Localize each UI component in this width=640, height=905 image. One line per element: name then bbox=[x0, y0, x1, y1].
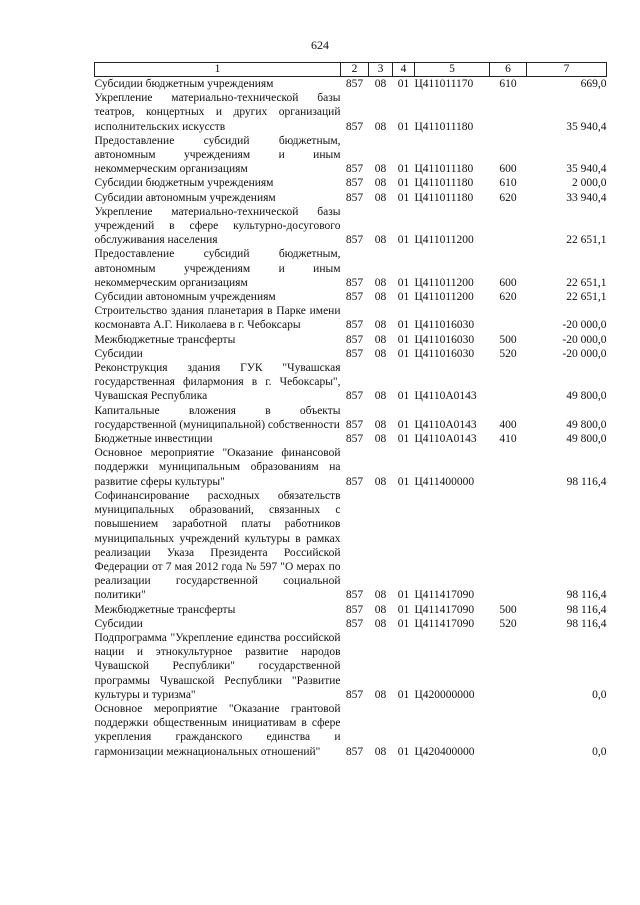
table-row bbox=[95, 361, 607, 404]
row-name: Субсидии автономным учреждениям bbox=[94, 191, 276, 204]
row-name: Субсидии bbox=[94, 347, 143, 360]
row-amount: 49 800,0 bbox=[566, 418, 607, 431]
row-ministry-code: 857 bbox=[345, 475, 364, 488]
table-row bbox=[95, 347, 607, 361]
row-name: Предоставление субсидий бюджетным, автономным учреждениям и иным некоммерческим организациям bbox=[94, 248, 341, 289]
row-subsection-code: 01 bbox=[397, 433, 410, 446]
row-name: Подпрограмма "Укрепление единства российской нации и этнокультурное развитие народов Чувашской Республики" государственной программы Чувашской Республики "Развитие культуры и туризма" bbox=[94, 631, 341, 701]
row-amount: 35 940,4 bbox=[566, 120, 607, 133]
row-name: Субсидии bbox=[94, 617, 143, 630]
row-expense-type bbox=[490, 304, 527, 332]
table-body bbox=[95, 77, 607, 759]
row-amount: 2 000,0 bbox=[572, 177, 607, 190]
row-name: Укрепление материально-технической базы учреждений в сфере культурно-досугового обслуживания населения bbox=[94, 205, 341, 247]
row-amount: 49 800,0 bbox=[566, 433, 607, 446]
row-amount: 22 651,1 bbox=[566, 276, 607, 289]
row-target-article: Ц411011200 bbox=[414, 276, 474, 289]
row-amount: 98 116,4 bbox=[566, 589, 607, 602]
table-row bbox=[95, 304, 607, 332]
table-row bbox=[95, 134, 607, 177]
row-name: Субсидии бюджетным учреждениям bbox=[94, 177, 274, 190]
page-number: 624 bbox=[311, 38, 329, 52]
row-amount: 35 940,4 bbox=[566, 163, 607, 176]
row-name: Субсидии автономным учреждениям bbox=[94, 291, 276, 304]
row-section-code: 08 bbox=[374, 603, 387, 616]
row-subsection-code: 01 bbox=[397, 603, 410, 616]
header-col-6: 6 bbox=[490, 63, 527, 77]
row-ministry-code: 857 bbox=[345, 390, 364, 403]
row-section-code: 08 bbox=[374, 617, 387, 630]
row-expense-type bbox=[490, 91, 527, 134]
row-amount: 33 940,4 bbox=[566, 191, 607, 204]
table-row bbox=[95, 77, 607, 92]
row-name: Субсидии бюджетным учреждениям bbox=[94, 78, 274, 90]
table-row bbox=[95, 290, 607, 304]
row-subsection-code: 01 bbox=[397, 475, 410, 488]
row-target-article: Ц411016030 bbox=[414, 347, 475, 360]
row-amount: -20 000,0 bbox=[562, 333, 607, 346]
row-target-article: Ц411016030 bbox=[414, 333, 475, 346]
table-row bbox=[95, 432, 607, 446]
row-section-code: 08 bbox=[374, 688, 387, 701]
header-col-2: 2 bbox=[341, 63, 369, 77]
row-expense-type: 600 bbox=[499, 276, 517, 289]
row-ministry-code: 857 bbox=[345, 234, 364, 247]
row-expense-type: 500 bbox=[499, 603, 517, 616]
row-subsection-code: 01 bbox=[397, 319, 410, 332]
row-subsection-code: 01 bbox=[397, 589, 410, 602]
row-target-article: Ц411417090 bbox=[414, 617, 475, 630]
row-section-code: 08 bbox=[374, 120, 387, 133]
row-subsection-code: 01 bbox=[397, 291, 410, 304]
row-target-article: Ц411011180 bbox=[414, 191, 474, 204]
row-amount: 0,0 bbox=[592, 688, 607, 701]
row-expense-type: 520 bbox=[499, 347, 517, 360]
row-section-code: 08 bbox=[374, 234, 387, 247]
row-target-article: Ц411011180 bbox=[414, 120, 474, 133]
row-expense-type: 620 bbox=[499, 191, 517, 204]
row-section-code: 08 bbox=[374, 191, 387, 204]
table-row bbox=[95, 446, 607, 489]
row-ministry-code: 857 bbox=[345, 78, 364, 90]
row-amount: 0,0 bbox=[592, 745, 607, 758]
row-section-code: 08 bbox=[374, 433, 387, 446]
row-subsection-code: 01 bbox=[397, 191, 410, 204]
row-subsection-code: 01 bbox=[397, 177, 410, 190]
row-target-article: Ц411417090 bbox=[414, 589, 475, 602]
row-target-article: Ц420000000 bbox=[414, 688, 475, 701]
row-subsection-code: 01 bbox=[397, 120, 410, 133]
row-amount: 98 116,4 bbox=[566, 617, 607, 630]
table-row bbox=[95, 603, 607, 617]
row-ministry-code: 857 bbox=[345, 418, 364, 431]
row-name: Межбюджетные трансферты bbox=[94, 603, 236, 616]
row-section-code: 08 bbox=[374, 276, 387, 289]
table-row bbox=[95, 404, 607, 432]
header-row bbox=[95, 63, 607, 77]
row-section-code: 08 bbox=[374, 177, 387, 190]
row-expense-type: 610 bbox=[499, 177, 517, 190]
row-ministry-code: 857 bbox=[345, 276, 364, 289]
row-target-article: Ц411400000 bbox=[414, 475, 475, 488]
row-section-code: 08 bbox=[374, 589, 387, 602]
row-target-article: Ц411011180 bbox=[414, 177, 474, 190]
header-col-5: 5 bbox=[415, 63, 490, 77]
row-subsection-code: 01 bbox=[397, 276, 410, 289]
table-header bbox=[95, 63, 607, 77]
row-section-code: 08 bbox=[374, 291, 387, 304]
row-name: Основное мероприятие "Оказание финансовой поддержки муниципальным образованиям на развитие сферы культуры" bbox=[94, 447, 341, 488]
row-expense-type bbox=[490, 489, 527, 603]
row-target-article: Ц411011200 bbox=[414, 291, 474, 304]
row-expense-type: 520 bbox=[499, 617, 517, 630]
table-row bbox=[95, 702, 607, 759]
row-ministry-code: 857 bbox=[345, 617, 364, 630]
row-amount: 22 651,1 bbox=[566, 291, 607, 304]
row-subsection-code: 01 bbox=[397, 163, 410, 176]
row-name: Укрепление материально-технической базы театров, концертных и других организаций исполнительских искусств bbox=[94, 92, 341, 133]
row-section-code: 08 bbox=[374, 333, 387, 346]
table-row bbox=[95, 191, 607, 205]
row-name: Предоставление субсидий бюджетным, автономным учреждениям и иным некоммерческим организациям bbox=[94, 134, 341, 176]
row-subsection-code: 01 bbox=[397, 234, 410, 247]
row-ministry-code: 857 bbox=[345, 745, 364, 758]
row-target-article: Ц411011180 bbox=[414, 163, 474, 176]
row-ministry-code: 857 bbox=[345, 688, 364, 701]
budget-table bbox=[94, 62, 607, 759]
row-ministry-code: 857 bbox=[345, 319, 364, 332]
row-amount: 669,0 bbox=[580, 78, 607, 90]
row-target-article: Ц4110А0143 bbox=[414, 390, 477, 403]
row-ministry-code: 857 bbox=[345, 603, 364, 616]
row-subsection-code: 01 bbox=[397, 78, 410, 90]
row-name: Межбюджетные трансферты bbox=[94, 333, 236, 346]
row-expense-type: 500 bbox=[499, 333, 517, 346]
row-amount: 22 651,1 bbox=[566, 234, 607, 247]
row-ministry-code: 857 bbox=[345, 589, 364, 602]
header-col-4: 4 bbox=[393, 63, 415, 77]
row-ministry-code: 857 bbox=[345, 163, 364, 176]
table-row bbox=[95, 631, 607, 702]
row-expense-type bbox=[490, 205, 527, 248]
table-row bbox=[95, 91, 607, 134]
row-amount: -20 000,0 bbox=[562, 319, 607, 332]
table-row bbox=[95, 617, 607, 631]
row-target-article: Ц4110А0143 bbox=[414, 418, 477, 431]
row-expense-type bbox=[490, 702, 527, 759]
row-expense-type bbox=[490, 631, 527, 702]
row-ministry-code: 857 bbox=[345, 120, 364, 133]
row-section-code: 08 bbox=[374, 745, 387, 758]
row-expense-type: 600 bbox=[499, 163, 517, 176]
row-subsection-code: 01 bbox=[397, 418, 410, 431]
row-section-code: 08 bbox=[374, 163, 387, 176]
row-subsection-code: 01 bbox=[397, 390, 410, 403]
row-section-code: 08 bbox=[374, 475, 387, 488]
table-row bbox=[95, 205, 607, 248]
row-name: Строительство здания планетария в Парке имени космонавта А.Г. Николаева в г. Чебоксары bbox=[94, 305, 341, 332]
row-ministry-code: 857 bbox=[345, 291, 364, 304]
row-name: Софинансирование расходных обязательств муниципальных образований, связанных с повышением заработной платы работников муниципальных учреждений культуры в рамках реализации Указа Президента Российской Федерации от 7 мая 2012 года № 597 "О мерах по реализации государственной социальной политики" bbox=[94, 489, 341, 602]
header-col-7: 7 bbox=[527, 63, 607, 77]
row-amount: 98 116,4 bbox=[566, 475, 607, 488]
table-row bbox=[95, 247, 607, 290]
row-section-code: 08 bbox=[374, 390, 387, 403]
row-section-code: 08 bbox=[374, 319, 387, 332]
row-amount: -20 000,0 bbox=[562, 347, 607, 360]
row-target-article: Ц4110А0143 bbox=[414, 433, 477, 446]
row-amount: 98 116,4 bbox=[566, 603, 607, 616]
table-row bbox=[95, 333, 607, 347]
row-subsection-code: 01 bbox=[397, 333, 410, 346]
row-target-article: Ц411011200 bbox=[414, 234, 474, 247]
row-expense-type: 410 bbox=[499, 433, 517, 446]
row-expense-type bbox=[490, 361, 527, 404]
row-section-code: 08 bbox=[374, 347, 387, 360]
row-name: Бюджетные инвестиции bbox=[94, 433, 213, 446]
row-name: Капитальные вложения в объекты государственной (муниципальной) собственности bbox=[94, 404, 341, 431]
row-subsection-code: 01 bbox=[397, 617, 410, 630]
row-name: Основное мероприятие "Оказание грантовой поддержки общественным инициативам в сфере укрепления гражданского единства и гармонизации межнациональных отношений" bbox=[94, 702, 341, 758]
row-expense-type bbox=[490, 446, 527, 489]
row-amount: 49 800,0 bbox=[566, 390, 607, 403]
table-row bbox=[95, 489, 607, 603]
row-section-code: 08 bbox=[374, 418, 387, 431]
row-subsection-code: 01 bbox=[397, 347, 410, 360]
header-col-1: 1 bbox=[95, 63, 341, 77]
row-target-article: Ц411011170 bbox=[414, 78, 474, 90]
row-expense-type: 620 bbox=[499, 291, 517, 304]
row-subsection-code: 01 bbox=[397, 745, 410, 758]
row-name: Реконструкция здания ГУК "Чувашская государственная филармония в г. Чебоксары", Чувашская Республика bbox=[94, 362, 341, 403]
row-ministry-code: 857 bbox=[345, 333, 364, 346]
row-expense-type: 610 bbox=[499, 78, 517, 90]
header-col-3: 3 bbox=[369, 63, 393, 77]
row-target-article: Ц411417090 bbox=[414, 603, 475, 616]
row-ministry-code: 857 bbox=[345, 347, 364, 360]
row-subsection-code: 01 bbox=[397, 688, 410, 701]
row-expense-type: 400 bbox=[499, 418, 517, 431]
row-ministry-code: 857 bbox=[345, 177, 364, 190]
table-row bbox=[95, 176, 607, 190]
row-target-article: Ц420400000 bbox=[414, 745, 475, 758]
row-target-article: Ц411016030 bbox=[414, 319, 475, 332]
row-section-code: 08 bbox=[374, 78, 387, 90]
row-ministry-code: 857 bbox=[345, 433, 364, 446]
row-ministry-code: 857 bbox=[345, 191, 364, 204]
